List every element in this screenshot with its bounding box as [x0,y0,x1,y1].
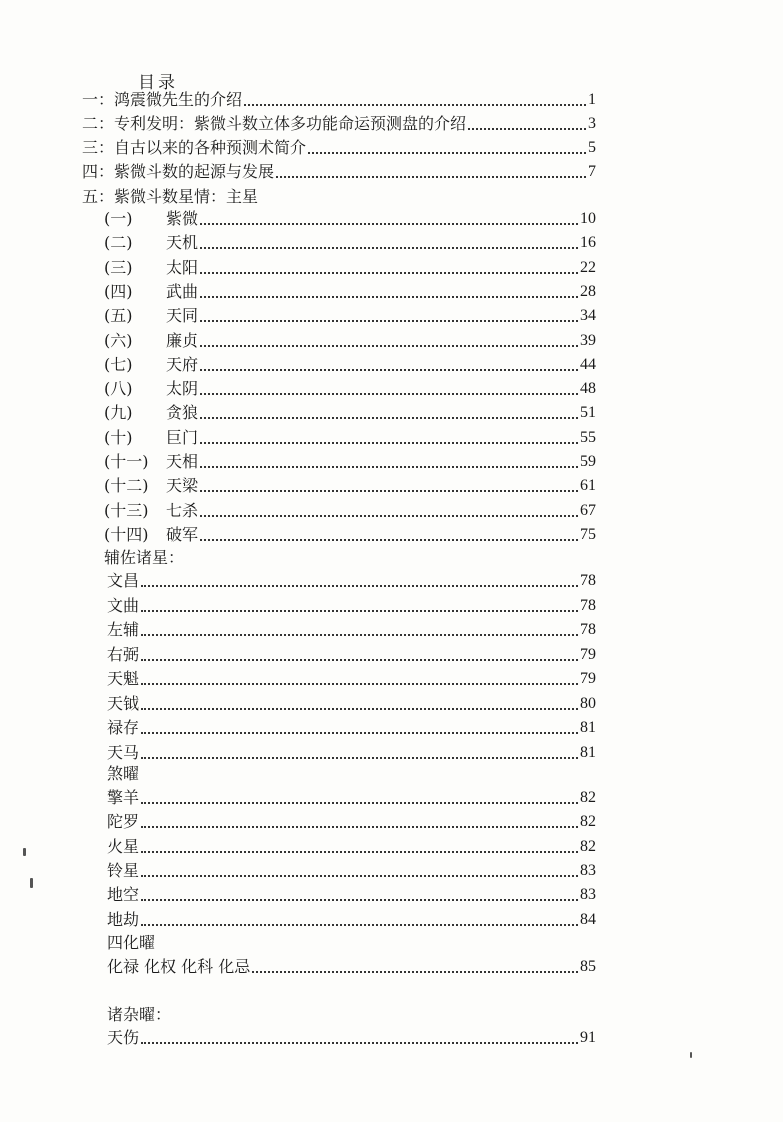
dot-leader [200,369,578,371]
scan-speck [690,1052,692,1058]
toc-entry [104,402,596,424]
star-name: 火星 [107,836,140,856]
star-name: 天魁 [107,669,140,688]
dot-leader [200,272,578,274]
dot-leader [141,683,578,685]
page-number: 81 [580,719,596,736]
dot-leader [200,247,578,249]
page-number: 79 [580,645,596,663]
toc-title: 目录 [138,73,178,93]
dot-leader [141,802,578,804]
dot-leader [141,875,578,877]
dot-leader [141,851,578,853]
toc-entry [104,305,596,327]
page-number: 83 [580,886,596,904]
star-name: 天府 [166,354,199,374]
dot-leader [468,128,586,130]
star-name: 铃星 [107,860,140,880]
page-number: 85 [580,958,596,975]
page-number: 34 [580,307,596,325]
toc-entry [107,717,596,739]
star-name: 天梁 [166,476,199,496]
dot-leader [200,490,578,492]
section-heading: 诸杂曜： [107,1005,172,1024]
toc-entry [107,811,596,833]
dot-leader [141,924,578,926]
toc-entry [82,161,596,183]
star-name: 天相 [166,452,199,471]
page-number: 51 [580,404,596,422]
star-index: (八) [104,379,133,399]
toc-entry [104,451,596,473]
star-name: 化禄 化权 化科 化忌 [107,957,251,976]
star-name: 天机 [166,233,199,253]
toc-entry [104,524,596,546]
toc-entry [107,884,596,906]
page-number: 16 [580,234,596,252]
dot-leader [141,757,578,759]
toc-entry [107,956,596,978]
dot-leader [141,1042,578,1044]
toc-entry [104,330,596,352]
star-index: (九) [104,403,133,423]
star-index: (十二) [104,476,149,496]
star-name: 破军 [166,524,199,544]
star-name: 贪狼 [166,403,199,423]
toc-entry [107,570,596,592]
toc-entry [104,281,596,303]
star-name: 巨门 [166,427,199,447]
toc-entry [104,232,596,254]
dot-leader [141,732,578,734]
page-number: 5 [588,139,596,156]
star-name: 文昌 [107,571,140,590]
page-number: 79 [580,670,596,687]
page-number: 81 [580,743,596,761]
star-index: (一) [104,209,133,228]
star-name: 天马 [107,742,140,762]
star-index: (十三) [104,500,149,520]
dot-leader [200,442,578,444]
dot-leader [200,515,578,517]
toc-entry [104,257,596,279]
page-number: 3 [588,115,596,132]
toc-entry [107,860,596,882]
toc-entry [104,378,596,400]
toc-entry [82,137,596,159]
dot-leader [200,345,578,347]
page-number: 1 [588,91,596,108]
dot-leader [200,393,578,395]
page-number: 82 [580,789,596,806]
chapter-title: 三：自古以来的各种预测术简介 [82,138,307,157]
dot-leader [200,466,578,468]
chapter-title: 四：紫微斗数的起源与发展 [82,162,275,181]
page-number: 75 [580,525,596,543]
dot-leader [141,708,578,710]
star-name: 太阳 [166,257,199,277]
dot-leader [200,296,578,298]
dot-leader [141,585,578,587]
page-number: 28 [580,282,596,300]
toc-entry [104,427,596,449]
toc-entry [82,113,596,135]
page-number: 78 [580,621,596,638]
star-name: 廉贞 [166,330,199,350]
star-name: 地劫 [107,909,140,929]
toc-entry [104,475,596,497]
page-number: 10 [580,210,596,227]
star-name: 武曲 [166,281,199,301]
chapter-title: 二：专利发明：紫微斗数立体多功能命运预测盘的介绍 [82,114,467,133]
dot-leader [200,223,578,225]
star-name: 太阴 [166,379,199,399]
dot-leader [308,152,586,154]
star-name: 文曲 [107,595,140,615]
page-number: 80 [580,694,596,712]
star-index: (十) [104,427,133,447]
page-number: 55 [580,428,596,446]
star-index: (七) [104,354,133,374]
toc-entry [107,1027,596,1049]
dot-leader [244,104,586,106]
star-name: 地空 [107,885,140,905]
star-name: 右弼 [107,644,140,664]
dot-leader [200,539,578,541]
scan-speck [23,848,26,856]
star-name: 七杀 [166,500,199,520]
toc-entry [107,595,596,617]
star-index: (三) [104,257,133,277]
page-number: 61 [580,477,596,495]
dot-leader [252,971,578,973]
star-name: 陀罗 [107,812,140,832]
star-index: (六) [104,330,133,350]
toc-entry [82,89,596,111]
dot-leader [141,826,578,828]
section-heading: 辅佐诸星： [104,548,185,567]
toc-entry [104,208,596,230]
star-index: (十四) [104,524,149,544]
page-number: 82 [580,837,596,855]
section-heading: 五：紫微斗数星情：主星 [82,187,259,206]
page-number: 39 [580,331,596,349]
star-name: 天钺 [107,693,140,713]
star-name: 禄存 [107,718,140,737]
star-name: 天伤 [107,1028,140,1047]
page-number: 83 [580,861,596,879]
page-number: 59 [580,453,596,470]
star-index: (十一) [104,452,149,471]
dot-leader [200,320,578,322]
star-name: 天同 [166,306,199,326]
star-name: 左辅 [107,620,140,639]
dot-leader [276,176,586,178]
dot-leader [200,417,578,419]
toc-entry [107,742,596,764]
star-name: 紫微 [166,209,199,228]
page-number: 78 [580,572,596,589]
page-number: 82 [580,813,596,831]
page-number: 7 [588,163,596,180]
page-number: 91 [580,1029,596,1046]
toc-entry [107,668,596,690]
dot-leader [141,899,578,901]
page-number: 44 [580,355,596,373]
toc-entry [107,836,596,858]
toc-entry [104,500,596,522]
star-index: (五) [104,306,133,326]
chapter-title: 一：鸿震微先生的介绍 [82,90,243,109]
star-index: (二) [104,233,133,253]
dot-leader [141,634,578,636]
toc-entry [107,644,596,666]
star-index: (四) [104,281,133,301]
page-number: 67 [580,501,596,519]
page-number: 84 [580,910,596,928]
section-heading: 煞曜 [107,764,140,783]
toc-entry [104,354,596,376]
star-name: 擎羊 [107,788,140,807]
page-number: 22 [580,258,596,276]
dot-leader [141,659,578,661]
toc-entry [107,619,596,641]
toc-entry [107,787,596,809]
toc-entry [107,909,596,931]
toc-entry [107,693,596,715]
dot-leader [141,610,578,612]
page-number: 48 [580,380,596,398]
scan-speck [30,878,33,888]
page-number: 78 [580,596,596,614]
section-heading: 四化曜 [107,933,156,952]
